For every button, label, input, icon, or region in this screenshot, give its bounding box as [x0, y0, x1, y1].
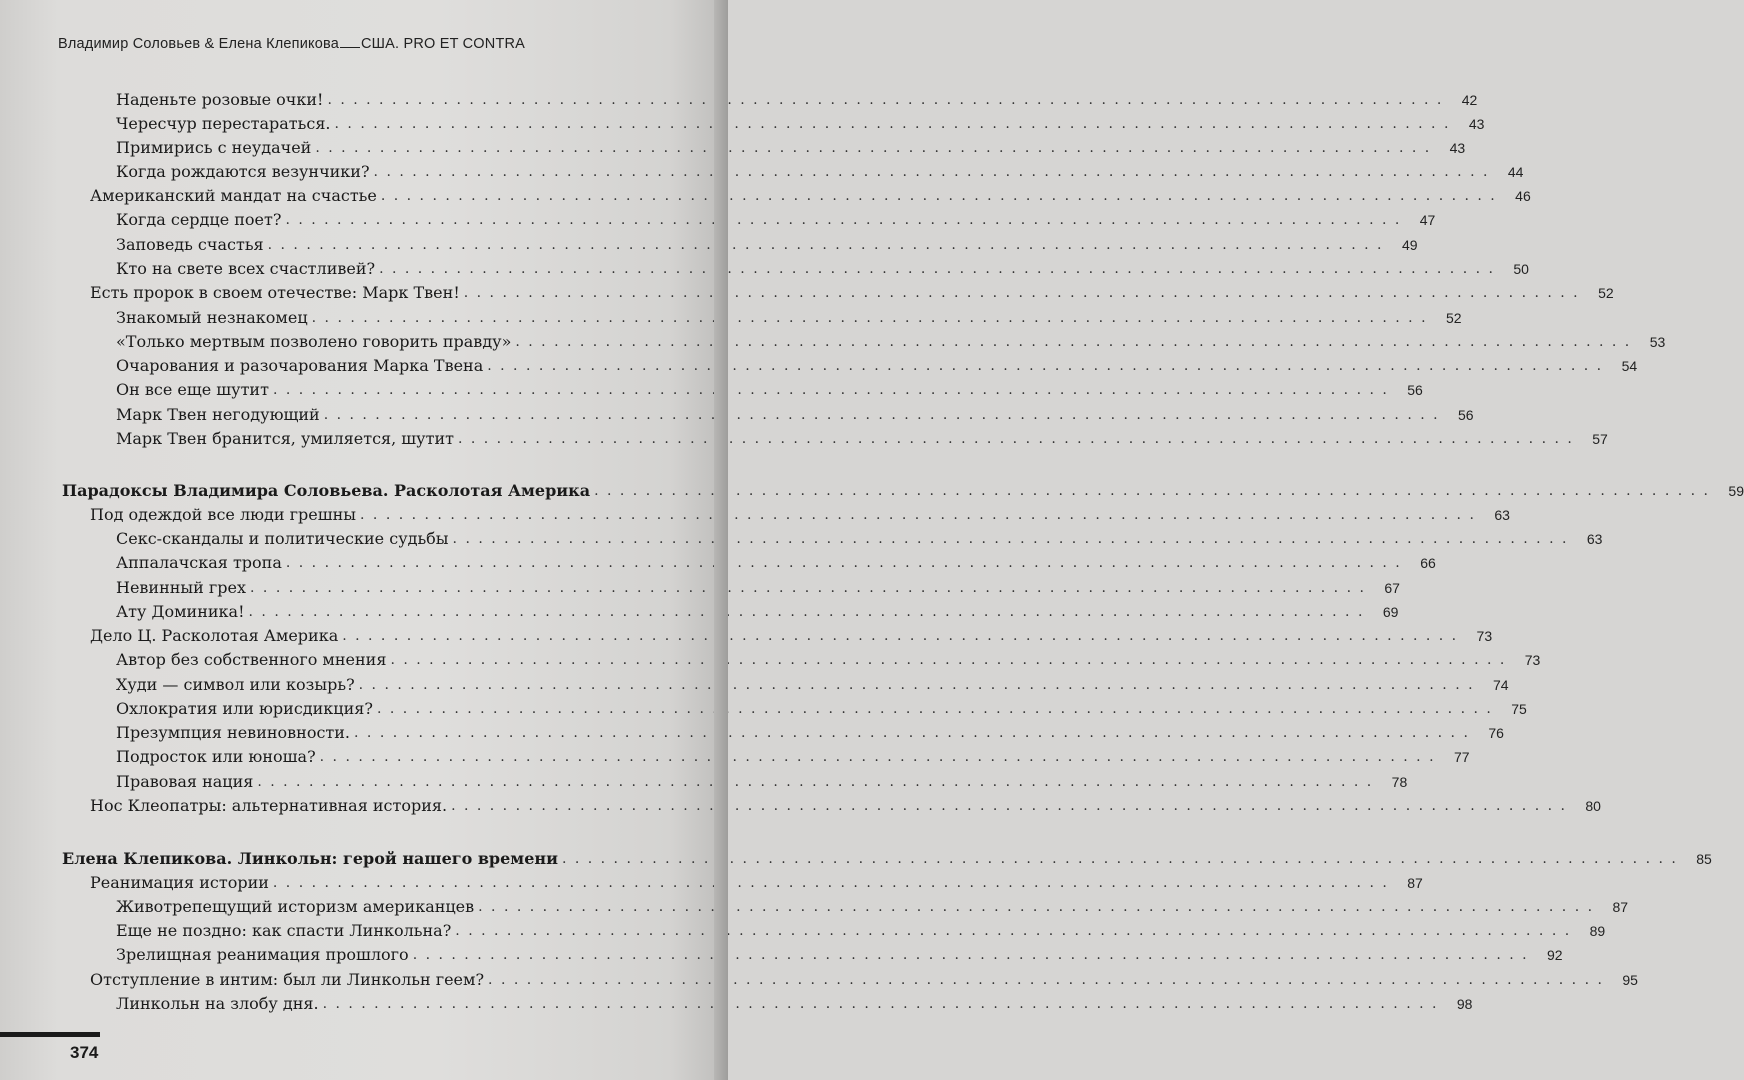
toc-entry-title: Еще не поздно: как спасти Линкольна? — [116, 921, 452, 940]
toc-entry-title: Автор без собственного мнения — [116, 650, 387, 669]
toc-entry-page: 43 — [1468, 116, 1485, 132]
toc-leader-dots — [381, 186, 1497, 206]
toc-leader-dots — [359, 675, 1475, 695]
toc-entry-page: 46 — [1515, 188, 1531, 204]
toc-entry-page: 56 — [1458, 407, 1474, 423]
toc-entry-page: 49 — [1401, 237, 1418, 253]
toc-entry-title: Когда сердце поет? — [116, 210, 282, 229]
toc-leader-dots — [268, 235, 1384, 255]
toc-leader-dots — [285, 210, 1401, 230]
toc-entry-title: Есть пророк в своем отечестве: Марк Твен! — [90, 283, 460, 302]
toc-leader-dots — [323, 994, 1439, 1014]
page-number: 374 — [70, 1043, 99, 1062]
toc-entry-title: Елена Клепикова. Линкольн: герой нашего времени — [62, 849, 558, 868]
toc-entry-title: Под одеждой все люди грешны — [90, 505, 357, 524]
toc-leader-dots — [453, 529, 1569, 549]
toc-leader-dots — [488, 970, 1604, 990]
toc-entry-page: 69 — [1382, 604, 1399, 620]
toc-entry-page: 87 — [1612, 899, 1629, 915]
header-separator — [340, 47, 360, 48]
toc-leader-dots — [594, 481, 1710, 501]
toc-leader-dots — [478, 897, 1594, 917]
toc-entry-page: 43 — [1449, 140, 1466, 156]
toc-entry — [0, 966, 1638, 990]
toc-entry-title: Заповедь счастья — [116, 235, 264, 254]
toc-leader-dots — [390, 650, 1506, 670]
toc-entry-page: 59 — [1728, 483, 1744, 499]
toc-entry — [0, 792, 1601, 816]
toc-entry-page: 75 — [1511, 701, 1527, 717]
toc-leader-dots — [320, 747, 1436, 767]
toc-entry-title: Очарования и разочарования Марка Твена — [116, 356, 484, 375]
toc-entry-title: Наденьте розовые очки! — [116, 90, 324, 109]
toc-entry-page: 44 — [1507, 164, 1524, 180]
toc-entry-page: 76 — [1488, 725, 1504, 741]
toc-entry-page: 57 — [1592, 431, 1608, 447]
toc-leader-dots — [250, 578, 1366, 598]
toc-entry-title: Когда рождаются везунчики? — [116, 162, 370, 181]
toc-entry-title: Презумпция невиновности. — [116, 723, 351, 742]
toc-leader-dots — [374, 162, 1490, 182]
toc-entry-page: 78 — [1391, 774, 1408, 790]
toc-entry-title: Кто на свете всех счастливей? — [116, 259, 376, 278]
toc-leader-dots — [342, 626, 1458, 646]
toc-leader-dots — [273, 380, 1389, 400]
toc-leader-dots — [354, 723, 1470, 743]
toc-entry — [0, 182, 1531, 206]
toc-entry-title: Реанимация истории — [90, 873, 269, 892]
toc-leader-dots — [464, 283, 1580, 303]
toc-entry-title: «Только мертвым позволено говорить правду» — [116, 332, 512, 351]
toc-entry-page: 80 — [1585, 798, 1601, 814]
toc-entry-title: Дело Ц. Расколотая Америка — [90, 626, 339, 645]
toc-leader-dots — [335, 114, 1451, 134]
toc-leader-dots — [286, 553, 1402, 573]
header-book-title: США. PRO ET CONTRA — [360, 36, 526, 52]
toc-entry-title: Знакомый незнакомец — [116, 308, 308, 327]
toc-entry-title: Секс-скандалы и политические судьбы — [116, 529, 449, 548]
toc-entry-page: 52 — [1445, 310, 1462, 326]
toc-leader-dots — [413, 945, 1529, 965]
toc-leader-dots — [360, 505, 1476, 525]
toc-entry-title: Аппалачская тропа — [116, 553, 282, 572]
header-authors: Владимир Соловьев & Елена Клепикова — [58, 36, 339, 52]
toc-entry-title: Парадоксы Владимира Соловьева. Расколотая Америка — [62, 481, 591, 500]
toc-entry-title: Зрелищная реанимация прошлого — [116, 945, 409, 964]
toc-entry-title: Чересчур перестараться. — [116, 114, 331, 133]
toc-leader-dots — [455, 921, 1571, 941]
toc-leader-dots — [458, 429, 1574, 449]
toc-entry-page: 50 — [1513, 261, 1529, 277]
toc-entry-page: 47 — [1419, 212, 1436, 228]
toc-entry-page: 56 — [1407, 382, 1423, 398]
toc-leader-dots — [515, 332, 1631, 352]
toc-leader-dots — [451, 796, 1567, 816]
toc-entry-title: Линкольн на злобу дня. — [116, 994, 319, 1013]
toc-entry-page: 98 — [1456, 996, 1473, 1012]
toc-entry-page: 63 — [1494, 507, 1510, 523]
running-header — [58, 36, 525, 52]
toc-entry-page: 54 — [1621, 358, 1638, 374]
toc-entry-page: 73 — [1524, 652, 1541, 668]
toc-entry-title: Марк Твен негодующий — [116, 405, 320, 424]
book-spine-shadow — [714, 0, 728, 1080]
toc-entry-title: Ату Доминика! — [116, 602, 245, 621]
toc-entry-page: 92 — [1547, 947, 1563, 963]
toc-entry — [0, 477, 1744, 501]
toc-leader-dots — [273, 873, 1389, 893]
toc-entry — [0, 622, 1493, 646]
toc-leader-dots — [327, 90, 1443, 110]
toc-entry-title: Американский мандат на счастье — [90, 186, 377, 205]
toc-entry-title: Примирись с неудачей — [116, 138, 312, 157]
toc-entry-page: 63 — [1586, 531, 1603, 547]
toc-entry-page: 73 — [1476, 628, 1493, 644]
toc-entry-title: Животрепещущий историзм американцев — [116, 897, 475, 916]
toc-leader-dots — [377, 699, 1493, 719]
toc-leader-dots — [379, 259, 1495, 279]
toc-entry-page: 66 — [1420, 555, 1436, 571]
toc-entry-page: 67 — [1384, 580, 1400, 596]
toc-entry-title: Отступление в интим: был ли Линкольн геем? — [90, 970, 485, 989]
toc-entry-page: 95 — [1622, 972, 1638, 988]
toc-entry — [0, 501, 1510, 525]
toc-entry — [0, 279, 1614, 303]
toc-entry-title: Он все еще шутит — [116, 380, 269, 399]
toc-entry-title: Охлократия или юрисдикция? — [116, 699, 373, 718]
toc-leader-dots — [562, 849, 1678, 869]
toc-leader-dots — [315, 138, 1431, 158]
toc-entry-title: Невинный грех — [116, 578, 247, 597]
toc-leader-dots — [487, 356, 1603, 376]
toc-entry-title: Нос Клеопатры: альтернативная история. — [90, 796, 448, 815]
toc-entry-page: 77 — [1453, 749, 1470, 765]
toc-entry-page: 42 — [1461, 92, 1478, 108]
toc-leader-dots — [324, 405, 1440, 425]
toc-entry-page: 87 — [1407, 875, 1423, 891]
toc-entry-title: Худи — символ или козырь? — [116, 675, 355, 694]
toc-leader-dots — [312, 308, 1428, 328]
toc-entry-page: 85 — [1696, 851, 1712, 867]
toc-entry-title: Подросток или юноша? — [116, 747, 316, 766]
toc-entry-title: Марк Твен бранится, умиляется, шутит — [116, 429, 454, 448]
toc-leader-dots — [249, 602, 1365, 622]
toc-leader-dots — [257, 772, 1373, 792]
toc-entry-page: 53 — [1649, 334, 1666, 350]
toc-entry — [0, 845, 1712, 869]
footer-rule — [0, 1032, 100, 1037]
toc-entry-title: Правовая нация — [116, 772, 254, 791]
toc-entry-page: 74 — [1492, 677, 1509, 693]
toc-entry-page: 89 — [1589, 923, 1606, 939]
toc-entry-page: 52 — [1598, 285, 1614, 301]
toc-entry — [0, 869, 1423, 893]
